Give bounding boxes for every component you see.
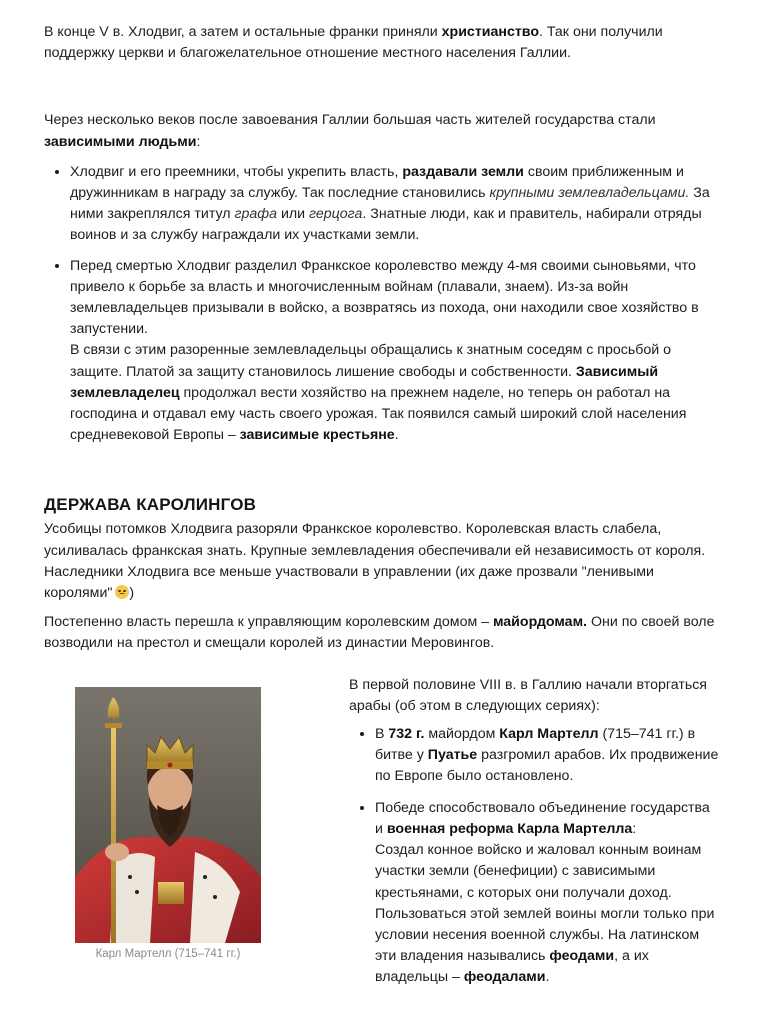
- two-column-section: [44, 675, 724, 1035]
- section-heading: ДЕРЖАВА КАРОЛИНГОВ: [44, 495, 257, 515]
- sad-face-emoji-icon: [115, 585, 129, 599]
- paragraph-dependent-people: Через несколько веков после завоевания Галлии большая часть жителей государства стали зависимыми людьми:: [44, 112, 656, 150]
- bullet-list-charles-martel: [349, 723, 721, 988]
- portrait-figure: [75, 687, 261, 960]
- paragraph-christianity: В конце V в. Хлодвиг, а затем и остальные франки приняли христианство. Так они получили поддержку церкви и благожелательное отношение местного населения Галлии.: [44, 24, 663, 62]
- charles-martel-portrait-image: [75, 687, 261, 943]
- list-item: • В 732 г. майордом Карл Мартелл (715–741 гг.) в битве у Пуатье разгромил арабов. Их продвижение по Европе было остановлено.: [375, 723, 721, 788]
- bullet-list-causes: [44, 161, 724, 447]
- portrait-caption: Карл Мартелл (715–741 гг.): [95, 947, 241, 960]
- article: [44, 22, 724, 1035]
- paragraph-arabs-intro: В первой половине VIII в. в Галлию начали вторгаться арабы (об этом в следующих сериях):: [349, 676, 707, 714]
- right-column: [349, 675, 721, 998]
- paragraph-mayors: Постепенно власть перешла к управляющим королевским домом – майордомам. Они по своей воле возводили на престол и смещали королей из династии Меровингов.: [44, 614, 715, 652]
- term-dependent-people: зависимыми людьми: [44, 133, 197, 150]
- list-item: • Хлодвиг и его преемники, чтобы укрепить власть, раздавали земли своим приближенным и дружинникам в награду за службу. Так последние становились крупными землевладельцами. За ними закреплялся титул графа или герцога. Знатные люди, как и правитель, набирали отряды воинов и за службу награждали их участками земли.: [70, 161, 724, 247]
- list-item: • Перед смертью Хлодвиг разделил Франкское королевство между 4-мя своими сыновьями, что привело к борьбе за власть и многочисленным войнам (плавали, знаем). Из-за войн землевладельцев призывали в войско, а возвратясь из похода, они находили свое хозяйство в запустении. В связи с этим разоренные землевладельцы обращались к знатным соседям с просьбой о защите. Платой за защиту становилось лишение свободы и собственности. Зависимый землевладелец продолжал вести хозяйство на прежнем наделе, но теперь он работал на господина и отдавал ему часть своего урожая. Так появился самый широкий слой населения средневековой Европы – зависимые крестьяне.: [70, 255, 724, 447]
- list-item: • Победе способствовало объединение государства и военная реформа Карла Мартелла: Создал конное войско и жаловал конным воинам участки земли (бенефиции) с зависимыми крестьянами, с которых они получали доход. Пользоваться этой землей воины могли только при условии несения военной службы. На латинском эти владения назывались феодами, а их владельцы – феодалами.: [375, 797, 721, 989]
- term-christianity: христианство: [441, 24, 539, 40]
- paragraph-lazy-kings: Усобицы потомков Хлодвига разоряли Франкское королевство. Королевская власть слабела, усиливалась франкская знать. Крупные землевладения обеспечивали ей независимость от короля. Наследники Хлодвига все меньше участвовали в управлении (их даже прозвали "ленивыми королями" ): [44, 521, 706, 602]
